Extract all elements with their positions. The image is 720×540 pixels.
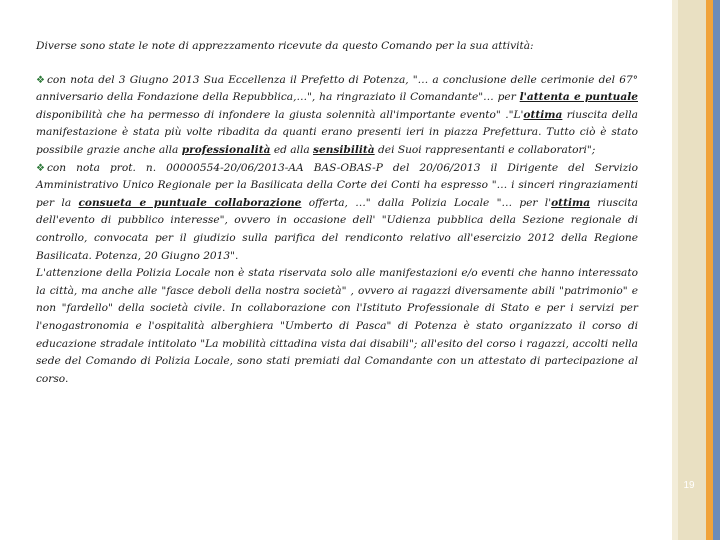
emphasis-text: ottima [551,196,591,209]
emphasis-text: ottima [523,108,563,121]
decorative-sidebar [672,0,720,540]
bullet-text: riuscita dell'evento di pubblico interesse", ovvero in occasione dell' "Udienza pubblica della Sezione regionale di controllo, convocata per il giudizio sulla parifica del rendiconto relativo all'esercizio 2012 della Regione Basilicata. Potenza, 20 Giugno 2013". [36,196,638,262]
bullet-text: dei Suoi rappresentanti e collaboratori"; [374,143,596,156]
emphasis-text: l'attenta e puntuale [519,91,638,104]
page-number: 19 [683,480,695,491]
sidebar-orange-bar [706,0,713,540]
body-paragraph: L'attenzione della Polizia Locale non è stata riservata solo alle manifestazioni e/o eventi che hanno interessato la città, ma anche alle "fasce deboli della nostra società" , ovvero ai ragazzi diversamente abili "patrimonio" e non "fardello" della società civile. In collaborazione con l'Istituto Professionale di Stato e per i servizi per l'enogastronomia e l'ospitalità alberghiera "Umberto di Pasca" di Potenza è stato organizzato il corso di educazione stradale intitolato "La mobilità cittadina vista dai disabili"; all'esito del corso i ragazzi, accolti nella sede del Comando di Polizia Locale, sono stati premiati dal Comandante con un attestato di partecipazione al corso. [36,267,638,385]
checkmark-diamond-icon: ❖ [36,162,45,174]
intro-text: Diverse sono state le note di apprezzamento ricevute da questo Comando per la sua attività: [36,40,534,52]
slide-body [36,38,638,388]
sidebar-blue-bar [713,0,720,540]
emphasis-text: sensibilità [313,143,375,156]
bullet-item-corte-dei-conti [36,160,638,266]
sidebar-beige-bar [672,0,706,540]
bullet-text: disponibilità che ha permesso di infondere la giusta solennità all'importante evento" ."L' [36,108,524,121]
bullet-text: offerta, …" dalla Polizia Locale "… per l' [301,196,552,209]
checkmark-diamond-icon: ❖ [36,74,45,86]
bullet-text: riuscita della manifestazione è stata più volte ribadita da quanti erano presenti ieri in piazza Prefettura. Tutto ciò è stato possibile grazie anche alla [36,108,638,156]
emphasis-text: consueta e puntuale collaborazione [78,196,302,209]
bullet-text: con nota del 3 Giugno 2013 Sua Eccellenza il Prefetto di Potenza, "… a conclusione delle cerimonie del 67° anniversario della Fondazione della Repubblica,…", ha ringraziato il Comandante"… per [36,73,638,104]
bullet-text: con nota prot. n. 00000554-20/06/2013-AA BAS-OBAS-P del 20/06/2013 il Dirigente del Servizio Amministrativo Unico Regionale per la Basilicata della Corte dei Conti ha espresso "… i sinceri ringraziamenti per la [36,161,638,209]
bullet-text: ed alla [270,143,314,156]
bullet-item-prefetto [36,72,638,160]
emphasis-text: professionalità [181,143,271,156]
